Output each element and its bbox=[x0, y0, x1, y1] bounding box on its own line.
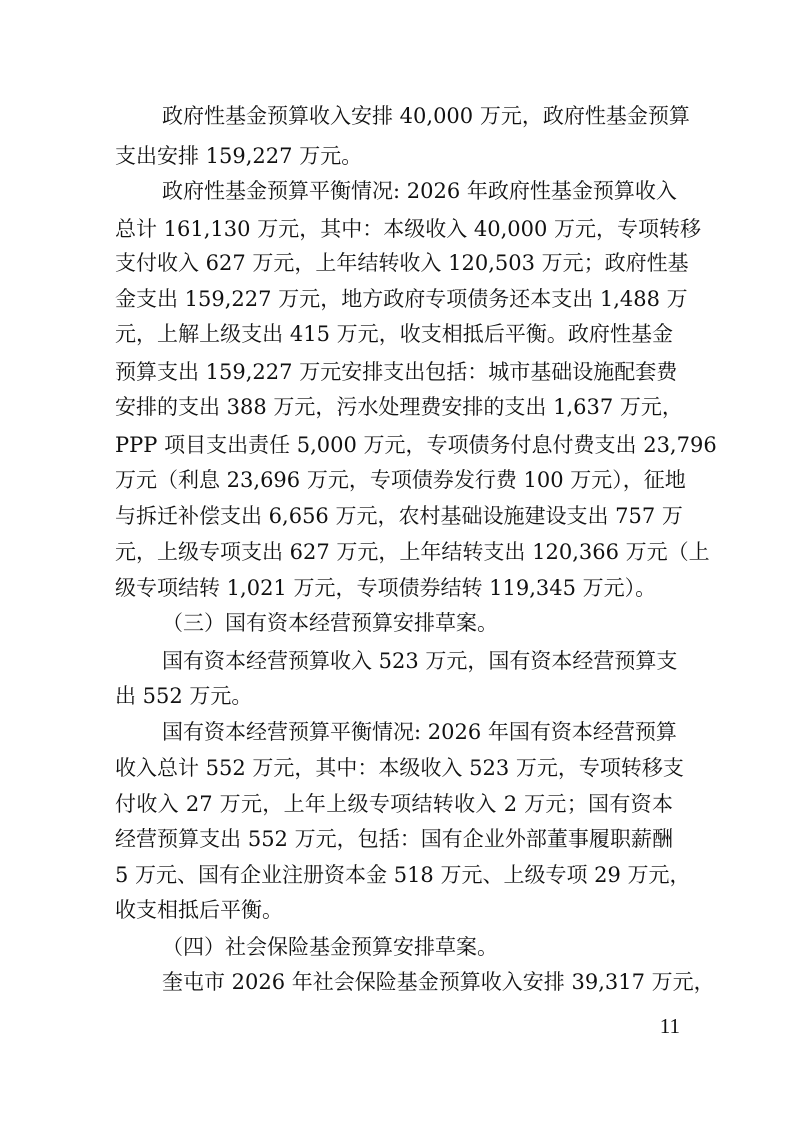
text-line-5: 支付收入 627 万元，上年结转收入 120,503 万元；政府性基 bbox=[115, 251, 689, 275]
text-line-1: 政府性基金预算收入安排 40,000 万元，政府性基金预算 bbox=[162, 104, 690, 128]
text-line-9: 安排的支出 388 万元，污水处理费安排的支出 1,637 万元， bbox=[115, 395, 683, 419]
text-line-21: 经营预算支出 552 万元，包括：国有企业外部董事履职薪酬 bbox=[115, 827, 673, 851]
section-heading-4: （四）社会保险基金预算安排草案。 bbox=[162, 935, 498, 959]
text-line-7: 元，上解上级支出 415 万元，收支相抵后平衡。政府性基金 bbox=[115, 322, 673, 346]
text-line-14: 级专项结转 1,021 万元，专项债券结转 119,345 万元）。 bbox=[115, 576, 657, 600]
text-line-18: 国有资本经营预算平衡情况: 2026 年国有资本经营预算 bbox=[162, 720, 677, 744]
text-line-11: 万元（利息 23,696 万元，专项债券发行费 100 万元），征地 bbox=[115, 468, 686, 492]
text-line-4: 总计 161,130 万元，其中：本级收入 40,000 万元，专项转移 bbox=[115, 217, 702, 241]
text-line-20: 付收入 27 万元，上年上级专项结转收入 2 万元；国有资本 bbox=[115, 792, 673, 816]
section-heading-3: （三）国有资本经营预算安排草案。 bbox=[162, 611, 498, 635]
text-line-12: 与拆迁补偿支出 6,656 万元，农村基础设施建设支出 757 万 bbox=[115, 504, 683, 528]
text-line-16: 国有资本经营预算收入 523 万元，国有资本经营预算支 bbox=[162, 649, 678, 673]
text-line-22: 5 万元、国有企业注册资本金 518 万元、上级专项 29 万元， bbox=[115, 863, 691, 887]
text-line-19: 收入总计 552 万元，其中：本级收入 523 万元，专项转移支 bbox=[115, 756, 684, 780]
text-line-6: 金支出 159,227 万元，地方政府专项债务还本支出 1,488 万 bbox=[115, 287, 688, 311]
text-line-2: 支出安排 159,227 万元。 bbox=[115, 144, 363, 168]
text-line-17: 出 552 万元。 bbox=[115, 684, 253, 708]
text-line-8: 预算支出 159,227 万元安排支出包括：城市基础设施配套费 bbox=[115, 360, 678, 384]
text-line-10: PPP 项目支出责任 5,000 万元，专项债务付息付费支出 23,796 bbox=[115, 433, 717, 457]
text-line-25: 奎屯市 2026 年社会保险基金预算收入安排 39,317 万元， bbox=[162, 970, 715, 994]
page-number: 11 bbox=[659, 1014, 680, 1038]
text-line-23: 收支相抵后平衡。 bbox=[115, 898, 283, 922]
text-line-13: 元，上级专项支出 627 万元，上年结转支出 120,366 万元（上 bbox=[115, 540, 710, 564]
text-line-3: 政府性基金预算平衡情况: 2026 年政府性基金预算收入 bbox=[162, 179, 677, 203]
